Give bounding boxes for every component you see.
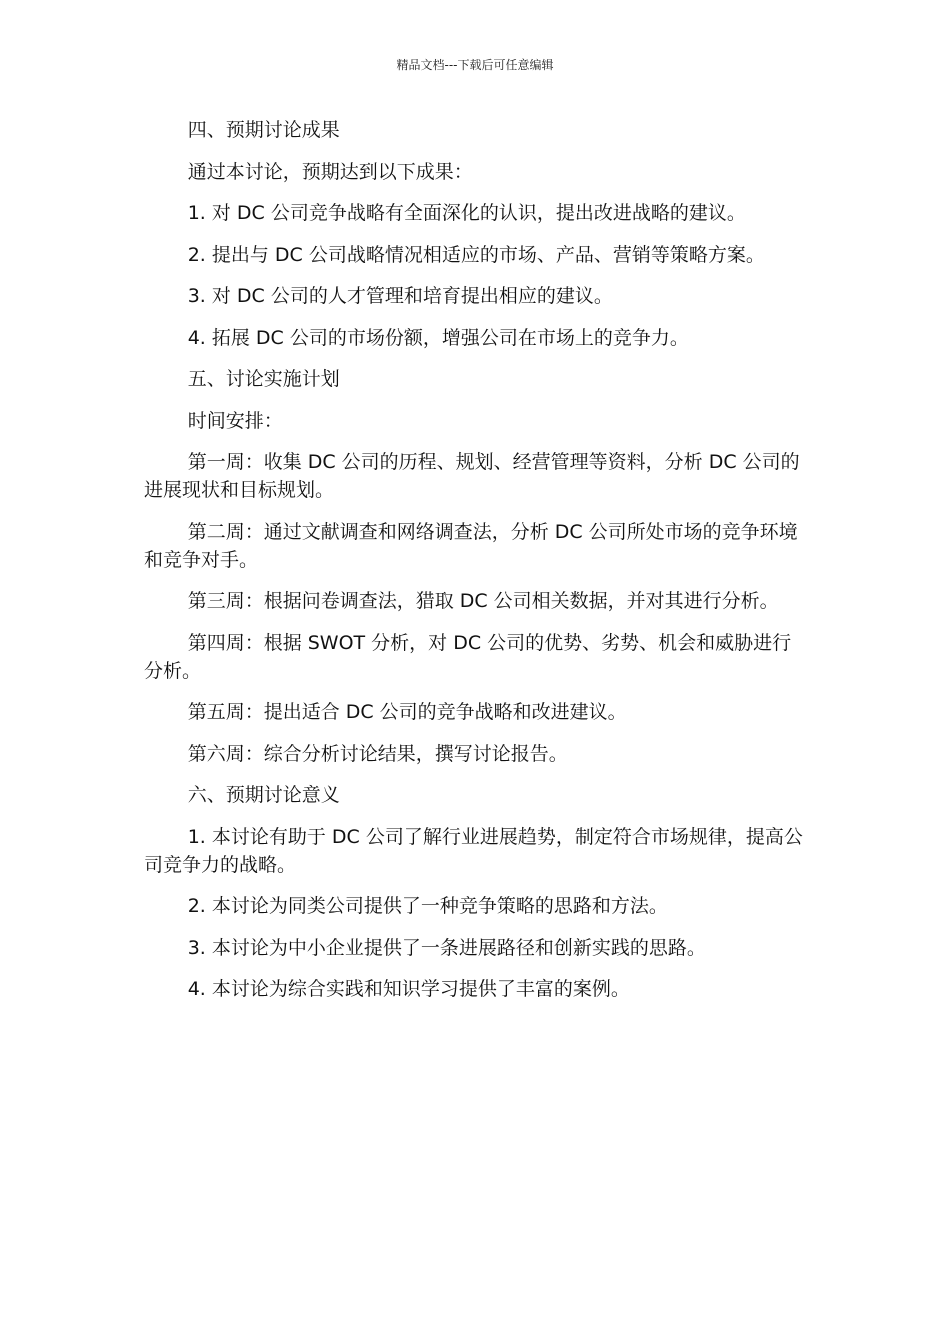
significance-item-1: 1. 本讨论有助于 DC 公司了解行业进展趋势，制定符合市场规律，提高公司竞争力的战略。 (144, 825, 803, 876)
page-header: 精品文档---下载后可任意编辑 (396, 58, 554, 72)
paragraph-schedule-label: 时间安排： (187, 409, 283, 432)
schedule-week-4: 第四周：根据 SWOT 分析，对 DC 公司的优势、劣势、机会和威胁进行分析。 (144, 631, 792, 682)
schedule-week-2: 第二周：通过文献调查和网络调查法，分析 DC 公司所处市场的竞争环境和竞争对手。 (144, 520, 798, 571)
significance-item-2: 2. 本讨论为同类公司提供了一种竞争策略的思路和方法。 (187, 895, 668, 917)
schedule-week-6: 第六周：综合分析讨论结果，撰写讨论报告。 (187, 742, 568, 765)
schedule-week-1: 第一周：收集 DC 公司的历程、规划、经营管理等资料，分析 DC 公司的进展现状和目标规划。 (144, 451, 800, 501)
schedule-week-3: 第三周：根据问卷调查法，猎取 DC 公司相关数据，并对其进行分析。 (187, 590, 779, 612)
result-item-3: 3. 对 DC 公司的人才管理和培育提出相应的建议。 (187, 285, 613, 307)
significance-item-3: 3. 本讨论为中小企业提供了一条进展路径和创新实践的思路。 (187, 936, 706, 959)
document-body (144, 116, 808, 1017)
result-item-1: 1. 对 DC 公司竞争战略有全面深化的认识，提出改进战略的建议。 (187, 202, 746, 224)
section-heading-significance: 六、预期讨论意义 (187, 784, 340, 806)
section-heading-implementation-plan: 五、讨论实施计划 (187, 368, 340, 390)
section-heading-expected-results: 四、预期讨论成果 (187, 119, 340, 141)
significance-item-4: 4. 本讨论为综合实践和知识学习提供了丰富的案例。 (187, 978, 630, 1000)
paragraph-intro-results: 通过本讨论，预期达到以下成果： (187, 160, 473, 183)
result-item-2: 2. 提出与 DC 公司战略情况相适应的市场、产品、营销等策略方案。 (187, 243, 765, 266)
schedule-week-5: 第五周：提出适合 DC 公司的竞争战略和改进建议。 (187, 701, 627, 723)
result-item-4: 4. 拓展 DC 公司的市场份额，增强公司在市场上的竞争力。 (187, 326, 689, 349)
